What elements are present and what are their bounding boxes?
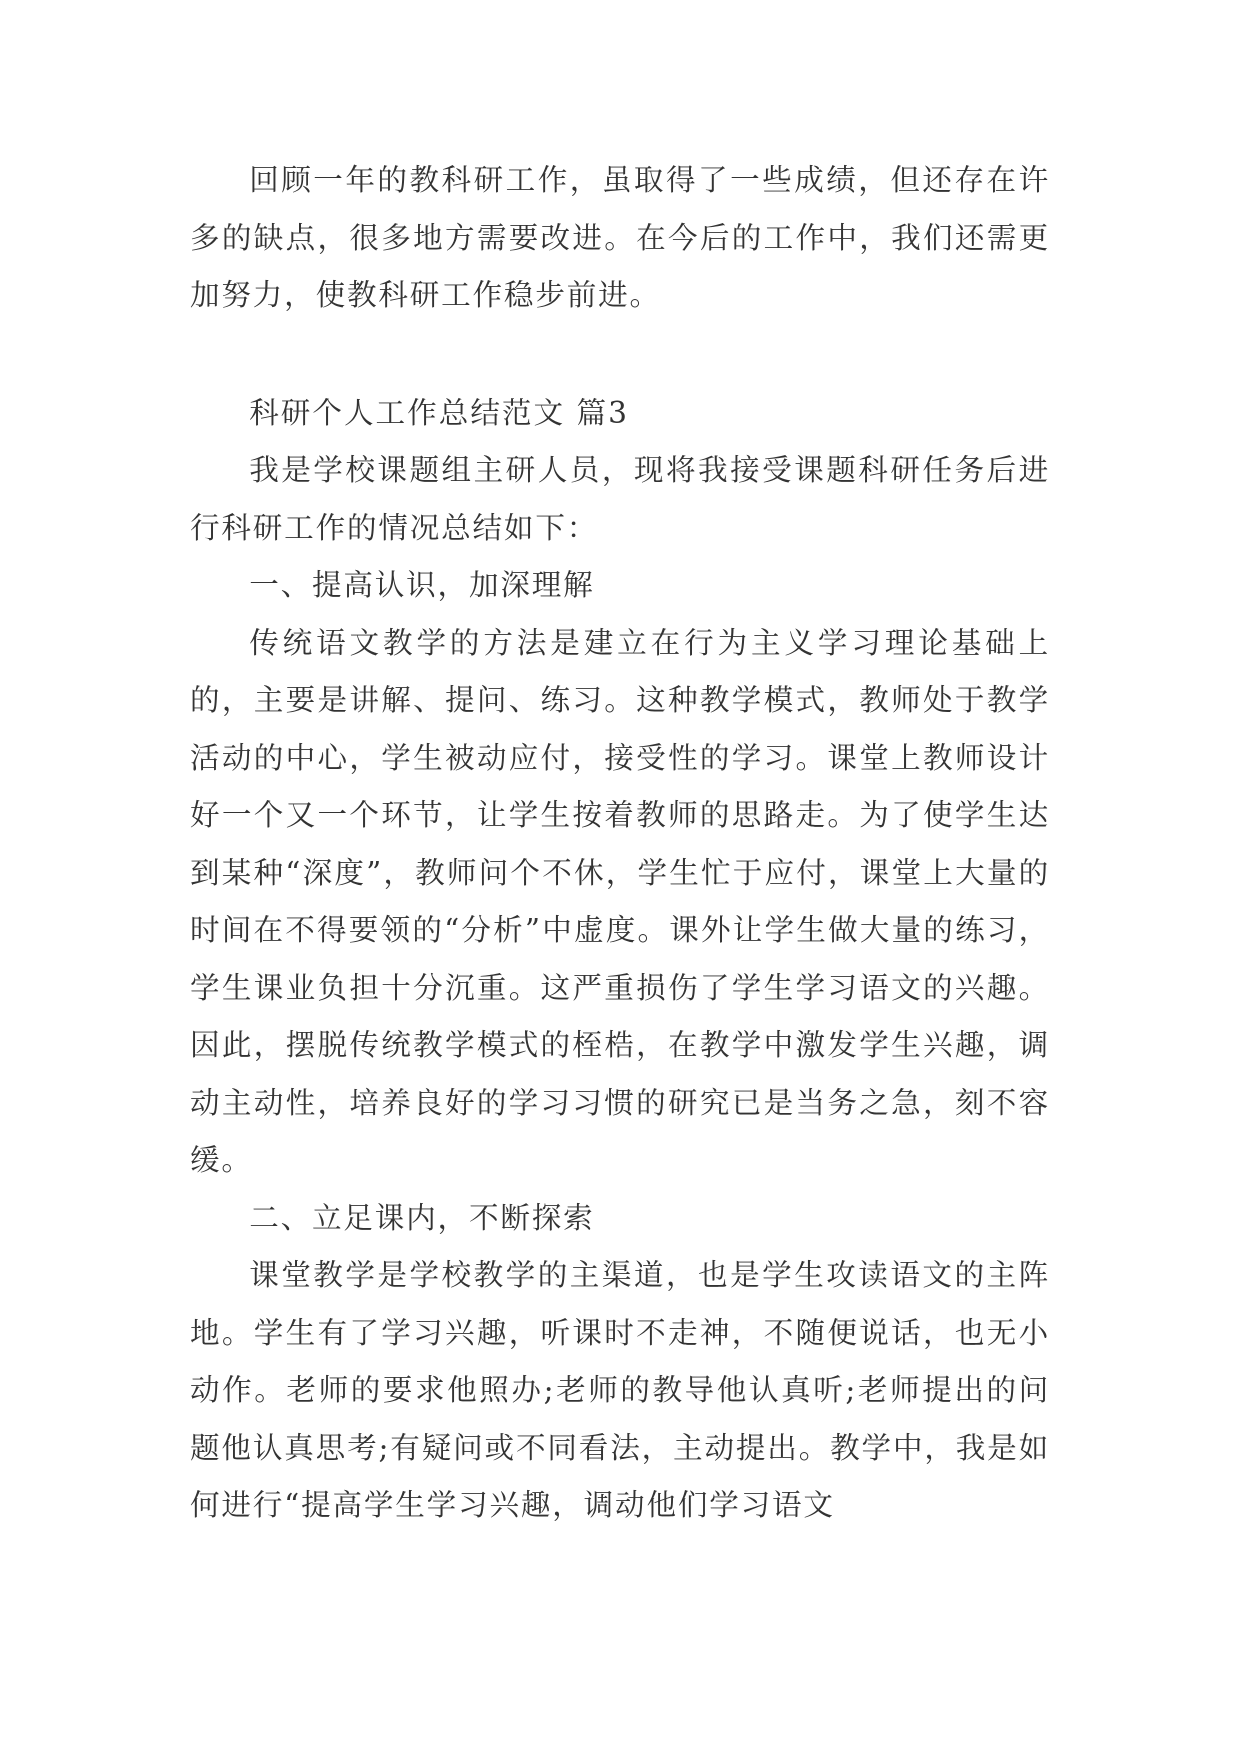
section-spacer xyxy=(190,325,1050,385)
subheading-one: 一、提高认识，加深理解 xyxy=(249,568,595,602)
closing-paragraph: 回顾一年的教科研工作，虽取得了一些成绩，但还存在许多的缺点，很多地方需要改进。在今后的工作中，我们还需更加努力，使教科研工作稳步前进。 xyxy=(190,163,1050,312)
section-title: 科研个人工作总结范文 篇3 xyxy=(249,395,629,430)
body-paragraph-one: 传统语文教学的方法是建立在行为主义学习理论基础上的，主要是讲解、提问、练习。这种教学模式，教师处于教学活动的中心，学生被动应付，接受性的学习。课堂上教师设计好一个又一个环节，让学生按着教师的思路走。为了使学生达到某种“深度”，教师问个不休，学生忙于应付，课堂上大量的时间在不得要领的“分析”中虚度。课外让学生做大量的练习，学生课业负担十分沉重。这严重损伤了学生学习语文的兴趣。因此，摆脱传统教学模式的桎梏，在教学中激发学生兴趣，调动主动性，培养良好的学习习惯的研究已是当务之急，刻不容缓。 xyxy=(190,625,1050,1177)
subheading-two: 二、立足课内，不断探索 xyxy=(249,1200,595,1235)
document-body xyxy=(190,152,1050,1535)
body-paragraph-two: 课堂教学是学校教学的主渠道，也是学生攻读语文的主阵地。学生有了学习兴趣，听课时不走神，不随便说话，也无小动作。老师的要求他照办;老师的教导他认真听;老师提出的问题他认真思考;有疑问或不同看法，主动提出。教学中，我是如何进行“提高学生学习兴趣，调动他们学习语文 xyxy=(190,1258,1050,1522)
intro-paragraph: 我是学校课题组主研人员，现将我接受课题科研任务后进行科研工作的情况总结如下： xyxy=(190,453,1050,545)
